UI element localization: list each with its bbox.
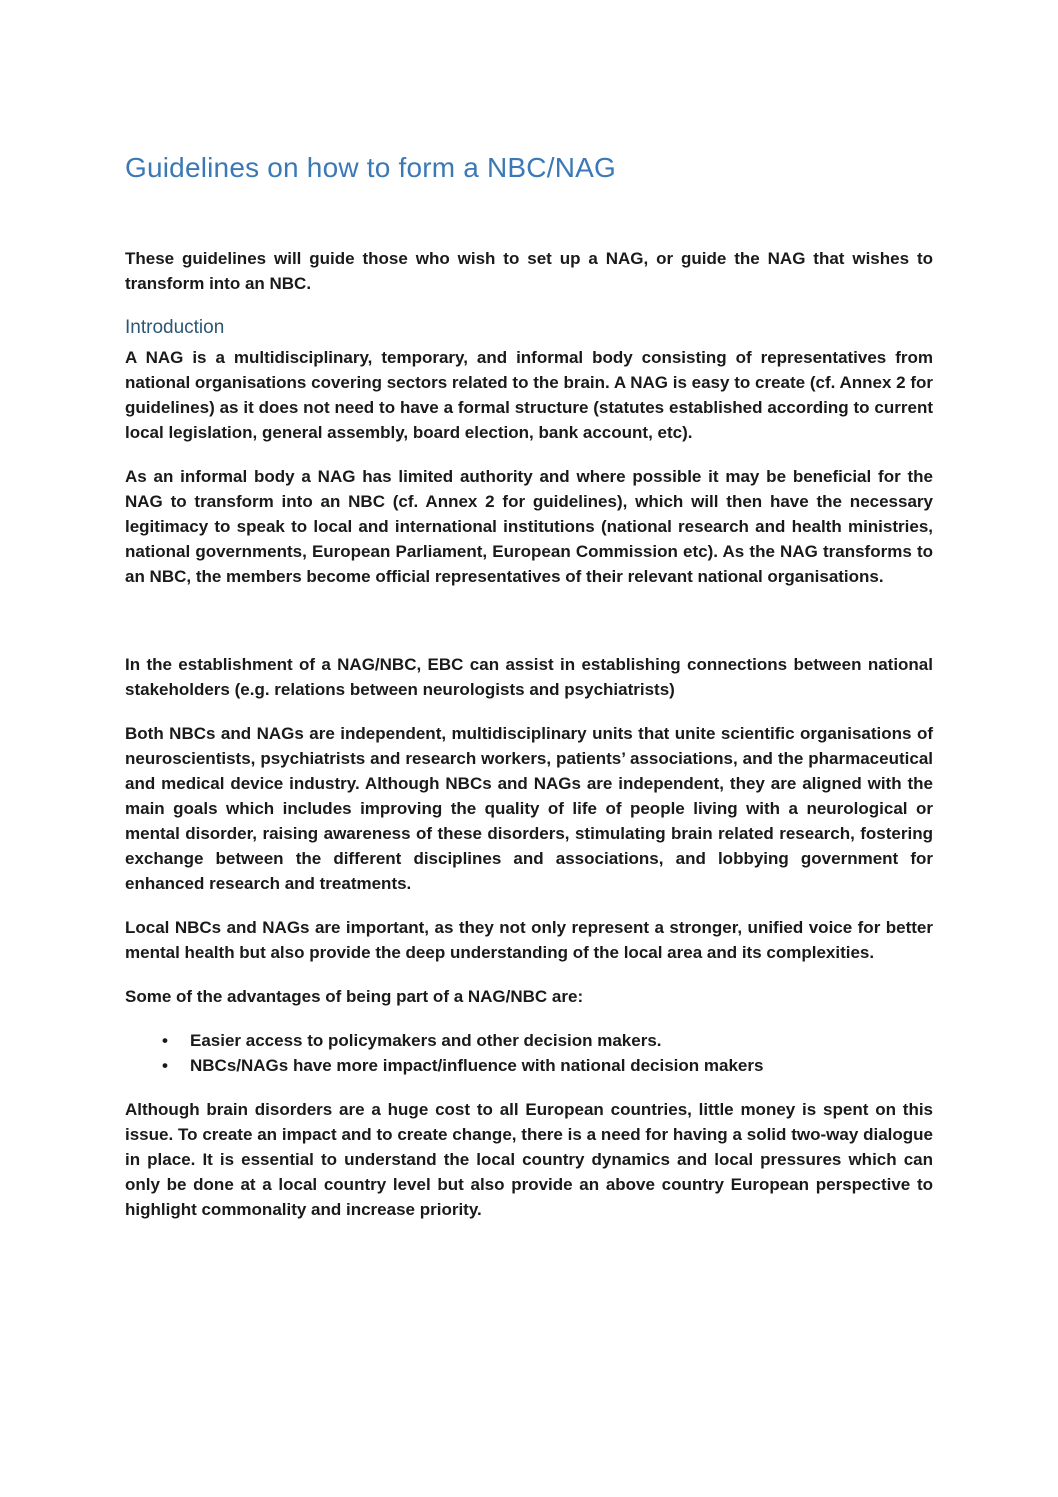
section-heading-introduction: Introduction: [125, 317, 225, 339]
paragraph-local-importance: Local NBCs and NAGs are important, as they not only represent a stronger, unified voice for better mental health but also provide the deep understanding of the local area and its complexities.: [125, 917, 933, 962]
paragraph-brain-disorders-cost: Although brain disorders are a huge cost to all European countries, little money is spent on this issue. To create an impact and to create change, there is a need for having a solid two-way dialogue in place. It is essential to understand the local country dynamics and local pressures which can only be done at a local country level but also provide an above country European perspective to highlight commonality and increase priority.: [125, 1099, 933, 1219]
paragraph-nag-definition: A NAG is a multidisciplinary, temporary, and informal body consisting of representatives from national organisations covering sectors related to the brain. A NAG is easy to create (cf. Annex 2 for guidelines) as it does not need to have a formal structure (statutes established according to current local legislation, general assembly, board election, bank account, etc).: [125, 347, 933, 442]
document-title: Guidelines on how to form a NBC/NAG: [125, 152, 616, 183]
paragraph-informal-body: As an informal body a NAG has limited authority and where possible it may be beneficial for the NAG to transform into an NBC (cf. Annex 2 for guidelines), which will then have the necessary legitimacy to speak to local and international institutions (national research and health ministries, national governments, European Parliament, European Commission etc). As the NAG transforms to an NBC, the members become official representatives of their relevant national organisations.: [125, 466, 933, 586]
paragraph-advantages-intro: Some of the advantages of being part of a NAG/NBC are:: [125, 986, 584, 1006]
advantages-list: [125, 1028, 933, 1078]
blank-line-spacer: [125, 608, 933, 652]
list-item-policymakers: [162, 1028, 933, 1053]
paragraph-ebc-assist: In the establishment of a NAG/NBC, EBC can assist in establishing connections between national stakeholders (e.g. relations between neurologists and psychiatrists): [125, 654, 933, 699]
list-item-text: Easier access to policymakers and other decision makers.: [190, 1030, 662, 1050]
bullet-icon: •: [162, 1030, 168, 1050]
paragraph-nbc-nag-independent: Both NBCs and NAGs are independent, multidisciplinary units that unite scientific organisations of neuroscientists, psychiatrists and research workers, patients’ associations, and the pharmaceutical and medical device industry. Although NBCs and NAGs are independent, they are aligned with the main goals which includes improving the quality of life of people living with a neurological or mental disorder, raising awareness of these disorders, stimulating brain related research, fostering exchange between the different disciplines and associations, and lobbying government for enhanced research and treatments.: [125, 723, 933, 893]
bullet-icon: •: [162, 1055, 168, 1075]
list-item-impact: [162, 1053, 933, 1078]
paragraph-lead: These guidelines will guide those who wish to set up a NAG, or guide the NAG that wishes to transform into an NBC.: [125, 249, 933, 294]
list-item-text: NBCs/NAGs have more impact/influence with national decision makers: [190, 1055, 764, 1075]
